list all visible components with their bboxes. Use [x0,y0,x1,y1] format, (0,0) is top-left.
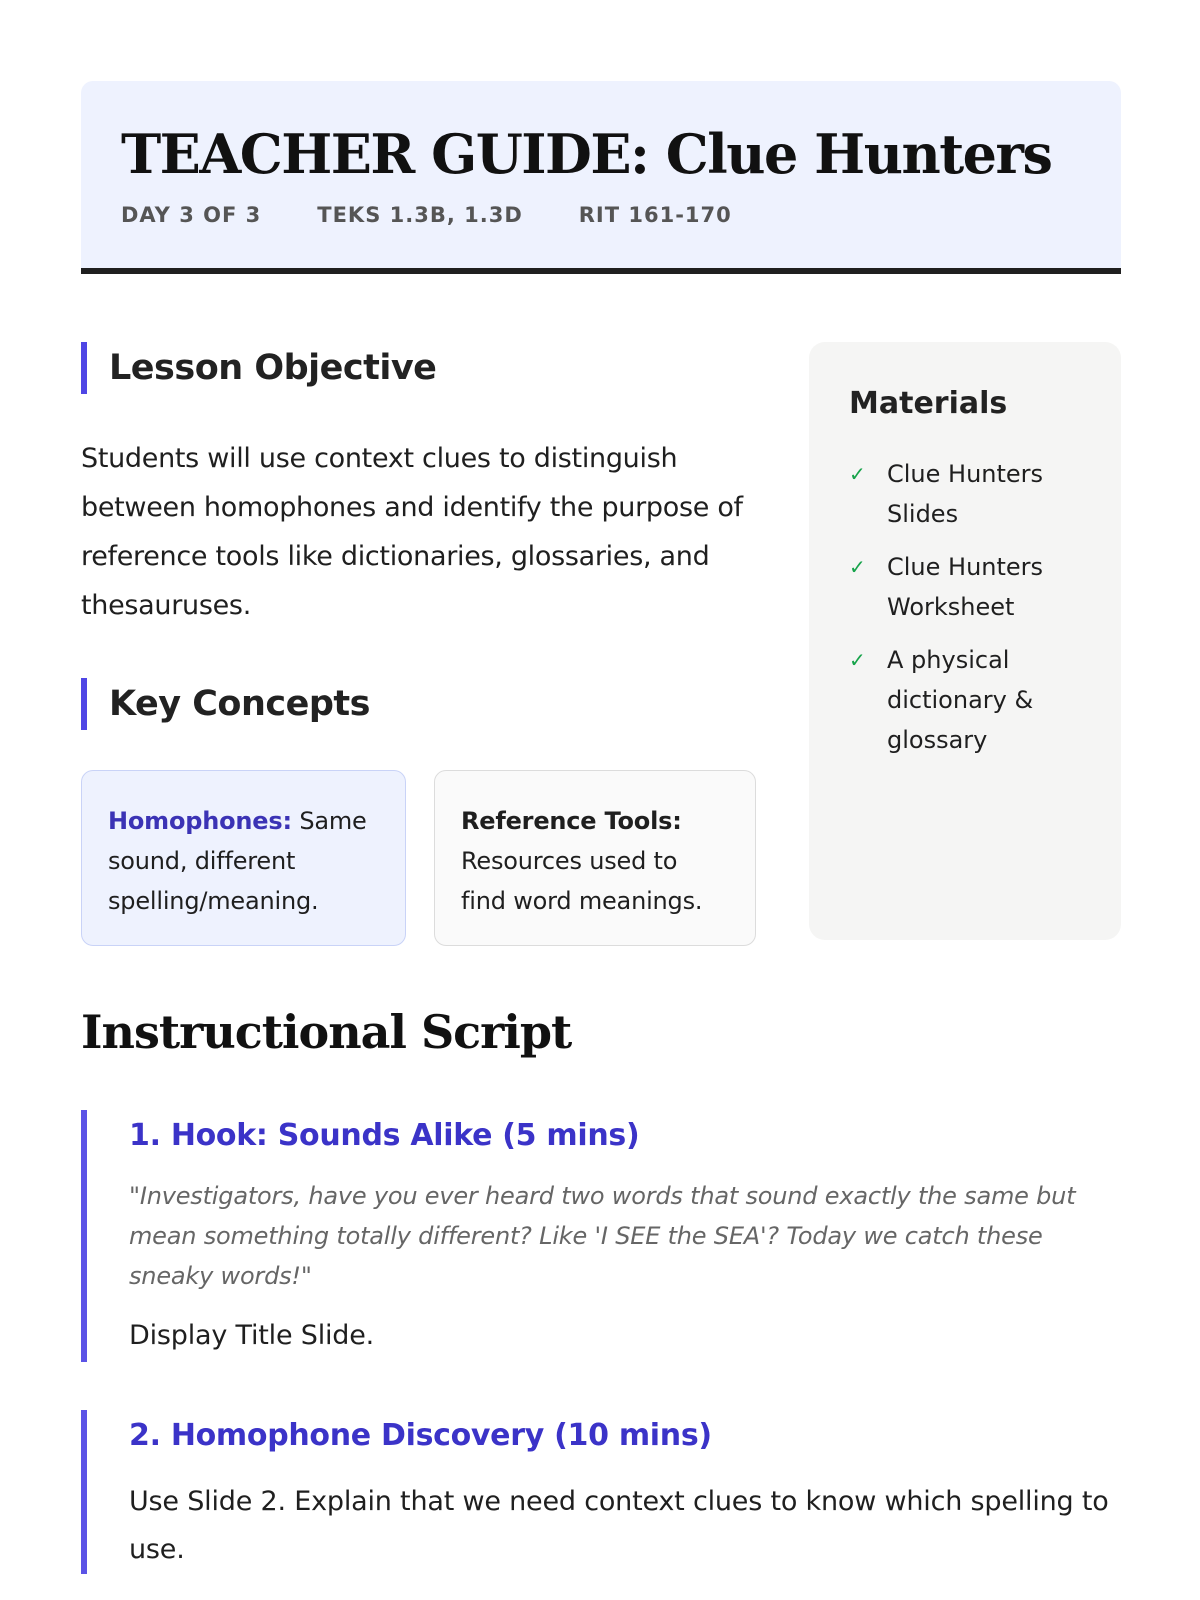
material-label: Clue Hunters Slides [887,460,1044,528]
script-step-1 [81,1110,1121,1362]
materials-list [849,454,1081,760]
concept-term: Homophones: [108,807,292,835]
guide-header [81,81,1121,274]
check-icon: ✓ [849,555,866,579]
meta-rit: RIT 161-170 [578,203,732,227]
list-item [849,454,1081,534]
concept-term: Reference Tools: [461,807,682,835]
key-concepts-heading: Key Concepts [81,678,756,730]
meta-teks: TEKS 1.3B, 1.3D [317,203,523,227]
teacher-guide-page [81,81,1121,1574]
step-instruction: Display Title Slide. [129,1320,375,1351]
instructional-script-section [81,1002,1121,1574]
materials-panel [809,342,1121,940]
lesson-objective-heading: Lesson Objective [81,342,756,394]
overview-section [81,342,1121,940]
instructional-script-heading: Instructional Script [81,1005,572,1059]
list-item [849,547,1081,627]
key-concepts-cards [81,770,756,946]
step-title: 1. Hook: Sounds Alike (5 mins) [129,1118,640,1153]
lesson-objective-text: Students will use context clues to distinguish between homophones and identify the purpose of reference tools like dictionaries, glossaries, and thesauruses. [81,443,743,621]
concept-card-homophones [81,770,406,946]
list-item [849,640,1081,760]
concept-card-reference-tools [434,770,756,946]
script-step-2 [81,1410,1121,1574]
objective-column [81,342,756,946]
material-label: A physical dictionary & glossary [887,646,1034,754]
step-quote: "Investigators, have you ever heard two words that sound exactly the same but mean something totally different? Like 'I SEE the SEA'? Today we catch these sneaky words!" [129,1182,1076,1290]
step-instruction: Use Slide 2. Explain that we need context clues to know which spelling to use. [129,1486,1109,1565]
concept-definition: Resources used to find word meanings. [461,847,703,915]
materials-heading: Materials [849,386,1008,421]
material-label: Clue Hunters Worksheet [887,553,1044,621]
concept-definition: Same sound, different spelling/meaning. [108,807,367,915]
check-icon: ✓ [849,648,866,672]
check-icon: ✓ [849,462,866,486]
lesson-meta [121,203,1081,227]
step-title: 2. Homophone Discovery (10 mins) [129,1418,712,1453]
meta-day: DAY 3 OF 3 [121,203,262,227]
page-title: TEACHER GUIDE: Clue Hunters [121,122,1052,186]
